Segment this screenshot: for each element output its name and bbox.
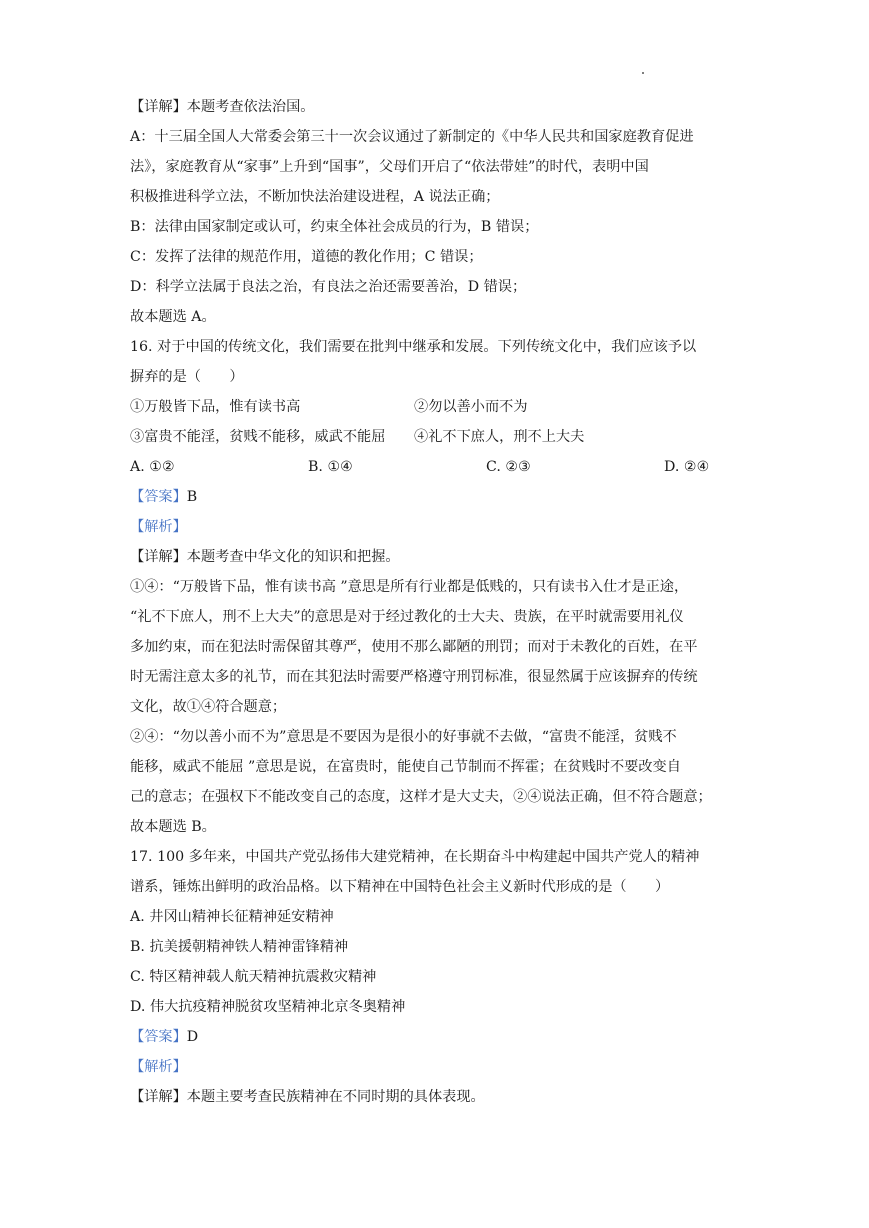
q16-detail-line7: ②④：“勿以善小而不为”意思是不要因为是很小的好事就不去做，“富贵不能淫，贫贱不 bbox=[130, 729, 677, 745]
q17-option-a: A. 井冈山精神长征精神延安精神 bbox=[130, 909, 334, 925]
q15-conclusion: 故本题选 A。 bbox=[130, 309, 216, 325]
q16-stem-line1: 16. 对于中国的传统文化，我们需要在批判中继承和发展。下列传统文化中，我们应该予以 bbox=[130, 339, 697, 355]
q16-item-4: ④礼不下庶人，刑不上大夫 bbox=[414, 429, 585, 445]
q16-detail-line5: 时无需注意太多的礼节，而在其犯法时需要严格遵守刑罚标准，很显然属于应该摒弃的传统 bbox=[130, 669, 698, 685]
q16-option-b: B. ①④ bbox=[308, 459, 353, 475]
q17-option-c: C. 特区精神载人航天精神抗震救灾精神 bbox=[130, 969, 377, 985]
q16-item-2: ②勿以善小而不为 bbox=[414, 399, 528, 415]
page-mark-dot bbox=[642, 72, 644, 74]
q16-analysis-tag: 【解析】 bbox=[130, 519, 187, 535]
q15-detail-b: B：法律由国家制定或认可，约束全体社会成员的行为，B 错误； bbox=[130, 219, 539, 235]
q17-option-b: B. 抗美援朝精神铁人精神雷锋精神 bbox=[130, 939, 349, 955]
q15-detail-a-line3: 积极推进科学立法，不断加快法治建设进程，A 说法正确； bbox=[130, 189, 500, 205]
q16-option-c: C. ②③ bbox=[486, 459, 531, 475]
q17-stem-line1: 17. 100 多年来，中国共产党弘扬伟大建党精神，在长期奋斗中构建起中国共产党人的精神 bbox=[130, 849, 700, 865]
q17-analysis bbox=[130, 1052, 742, 1082]
q17-analysis-tag: 【解析】 bbox=[130, 1059, 187, 1075]
q15-detail-c: C：发挥了法律的规范作用，道德的教化作用；C 错误； bbox=[130, 249, 483, 265]
q15-detail-a-line1: A：十三届全国人大常委会第三十一次会议通过了新制定的《中华人民共和国家庭教育促进 bbox=[130, 129, 694, 145]
q16-detail-line2: ①④：“万般皆下品，惟有读书高 ”意思是所有行业都是低贱的，只有读书入仕才是正途， bbox=[130, 579, 689, 595]
q17-detail-heading: 【详解】本题主要考查民族精神在不同时期的具体表现。 bbox=[130, 1089, 485, 1105]
q16-conclusion: 故本题选 B。 bbox=[130, 819, 216, 835]
q15-detail-a-line2: 法》，家庭教育从“家事”上升到“国事”，父母们开启了“依法带娃”的时代，表明中国 bbox=[130, 159, 649, 175]
q16-detail-line9: 己的意志；在强权下不能改变自己的态度，这样才是大丈夫，②④说法正确，但不符合题意； bbox=[130, 789, 712, 805]
q16-detail-line6: 文化，故①④符合题意； bbox=[130, 699, 287, 715]
q15-detail-heading: 【详解】本题考查依法治国。 bbox=[130, 99, 315, 115]
q16-item-1: ①万般皆下品，惟有读书高 bbox=[130, 399, 301, 415]
q16-answer-value: B bbox=[186, 489, 198, 505]
q16-option-d: D. ②④ bbox=[664, 459, 710, 475]
q16-options bbox=[130, 452, 742, 482]
q16-detail-line3: “礼不下庶人，刑不上大夫”的意思是对于经过教化的士大夫、贵族，在平时就需要用礼仪 bbox=[130, 609, 684, 625]
q17-answer-value: D bbox=[186, 1029, 199, 1045]
q16-answer bbox=[130, 482, 742, 512]
q17-answer bbox=[130, 1022, 742, 1052]
q16-item-3: ③富贵不能淫，贫贱不能移，威武不能屈 bbox=[130, 429, 386, 445]
q16-items-row2 bbox=[130, 422, 742, 452]
q17-stem-line2: 谱系，锤炼出鲜明的政治品格。以下精神在中国特色社会主义新时代形成的是（ ） bbox=[130, 879, 670, 895]
q16-analysis bbox=[130, 512, 742, 542]
document-body bbox=[130, 92, 742, 1112]
q16-stem-line2: 摒弃的是（ ） bbox=[130, 369, 244, 385]
q16-items-row1 bbox=[130, 392, 742, 422]
q15-detail-d: D：科学立法属于良法之治，有良法之治还需要善治，D 错误； bbox=[130, 279, 527, 295]
q16-detail-line4: 多加约束，而在犯法时需保留其尊严，使用不那么鄙陋的刑罚；而对于未教化的百姓，在平 bbox=[130, 639, 698, 655]
q16-answer-tag: 【答案】 bbox=[130, 489, 187, 505]
q16-option-a: A. ①② bbox=[130, 459, 175, 475]
q17-answer-tag: 【答案】 bbox=[130, 1029, 187, 1045]
q16-detail-heading: 【详解】本题考查中华文化的知识和把握。 bbox=[130, 549, 400, 565]
q17-option-d: D. 伟大抗疫精神脱贫攻坚精神北京冬奥精神 bbox=[130, 999, 406, 1015]
q16-detail-line8: 能移，威武不能屈 ”意思是说，在富贵时，能使自己节制而不挥霍；在贫贱时不要改变自 bbox=[130, 759, 681, 775]
